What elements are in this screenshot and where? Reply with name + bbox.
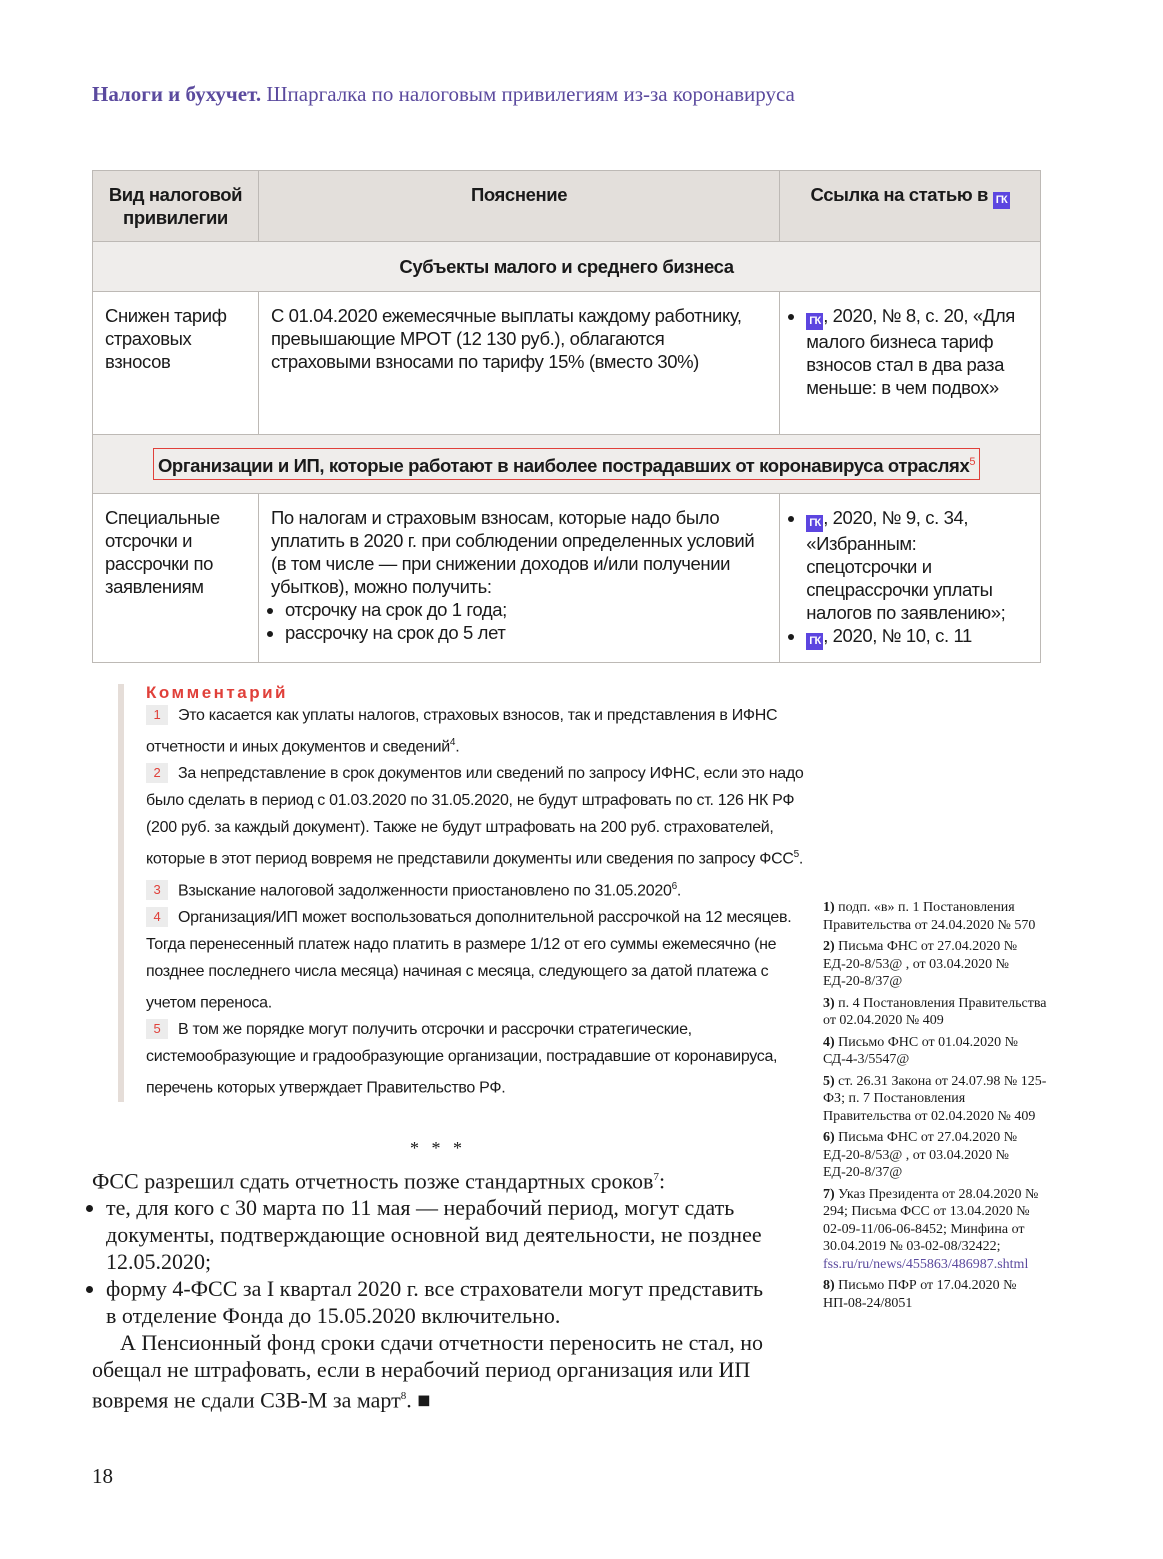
table-row [93,292,1041,435]
privilege-refs [780,494,1041,663]
comment-title: Комментарий [146,683,288,702]
gk-logo-icon: ГК [806,313,823,330]
privilege-explanation: С 01.04.2020 ежемесячные выплаты каждому работнику, превышающие МРОТ (12 130 руб.), облагаются страховыми взносами по тарифу 15% (вместо 30%) [258,292,779,435]
footnote-link[interactable]: fss.ru/ru/news/455863/486987.shtml [823,1256,1029,1272]
table-header-row [93,171,1041,242]
col-header-reference: Ссылка на статью в ГК [780,171,1041,242]
footnote: 8) Письмо ПФР от 17.04.2020 № НП-08-24/8051 [823,1278,1017,1311]
reference-link[interactable]: • ГК , 2020, № 9, с. 34, «Избранным: спецотсрочки и спецрассрочки уплаты налогов по заявлению»; [806,506,1028,624]
privilege-type: Специальные отсрочки и рассрочки по заявлениям [93,494,259,663]
gk-logo-icon: ГК [806,515,823,532]
list-item: • форму 4-ФСС за I квартал 2020 г. все страхователи могут представить в отделение Фонда до 15.05.2020 включительно. [106,1275,772,1329]
section-title: Организации и ИП, которые работают в наиболее пострадавших от коронавируса отраслях$^5$ [153,448,980,480]
comment-item: 2 За непредставление в срок документов или сведений по запросу ИФНС, если это надо было сделать в период с 01.03.2020 по 31.05.2020, не будут штрафовать по ст. 126 НК РФ (200 руб. за каждый документ). Также не будут штрафовать на 200 руб. страхователей, которые в этот период вовремя не представили документы или сведения по запросу ФСС$^5$. [146,765,804,868]
footnote: 3) п. 4 Постановления Правительства от 02.04.2020 № 409 [823,995,1047,1028]
reference-link[interactable]: • ГК , 2020, № 10, с. 11 [806,624,1028,650]
header-section: Налоги и бухучет. [92,82,262,106]
section-row [93,242,1041,292]
paragraph: ФСС разрешил сдать отчетность позже стандартных сроков$^7$: [92,1168,666,1194]
footnote: 4) Письмо ФНС от 01.04.2020 № СД-4-3/5547@ [823,1034,1019,1067]
table-row [93,494,1041,663]
item-number: 2 [146,763,168,783]
footnote: 6) Письма ФНС от 27.04.2020 № ЕД-20-8/53@ , от 03.04.2020 № ЕД-20-8/37@ [823,1130,1018,1180]
privilege-type: Снижен тариф страховых взносов [93,292,259,435]
item-number: 1 [146,705,168,725]
comment-item: 1 Это касается как уплаты налогов, страховых взносов, так и представления в ИФНС отчетности и иных документов и сведений$^4$. [146,707,778,756]
list-item: • рассрочку на срок до 5 лет [285,621,767,644]
item-number: 4 [146,907,168,927]
footnotes [823,899,1048,1316]
privilege-refs [780,292,1041,435]
reference-link[interactable]: • ГК , 2020, № 8, с. 20, «Для малого бизнеса тариф взносов стал в два раза меньше: в чем подвох» [806,304,1028,399]
item-number: 3 [146,880,168,900]
list-item: • отсрочку на срок до 1 года; [285,598,767,621]
footnote: 7) Указ Президента от 28.04.2020 № 294; Письма ФСС от 13.04.2020 № 02-09-11/06-06-8452; Минфина от 30.04.2019 № 03-02-08/32422; fss.ru/ru/news/455863/486987.shtml [823,1186,1039,1272]
comment-block [118,684,806,1102]
footnote: 2) Письма ФНС от 27.04.2020 № ЕД-20-8/53@ , от 03.04.2020 № ЕД-20-8/37@ [823,939,1018,989]
separator: * * * [410,1138,466,1158]
paragraph: А Пенсионный фонд сроки сдачи отчетности переносить не стал, но обещал не штрафовать, если в нерабочий период организация или ИП вовремя не сдали СЗВ-М за март$^8$. ■ [92,1330,764,1413]
section-title: Субъекты малого и среднего бизнеса [93,242,1041,292]
comment-item: 5 В том же порядке могут получить отсрочки и рассрочки стратегические, системообразующие и градообразующие организации, пострадавшие от коронавируса, перечень которых утверждает Правительство РФ. [146,1021,778,1097]
privileges-table [92,170,1041,663]
page-number: 18 [92,1464,113,1488]
footnote: 1) подп. «в» п. 1 Постановления Правительства от 24.04.2020 № 570 [823,900,1036,933]
gk-logo-icon: ГК [993,192,1010,209]
body-text [92,1164,772,1414]
comment-item: 4 Организация/ИП может воспользоваться дополнительной рассрочкой на 12 месяцев. Тогда перенесенный платеж надо платить в размере 1/12 от его суммы ежемесячно (не позднее последнего числа месяца) начиная с месяца, следующего за датой платежа с учетом переноса. [146,908,792,1012]
section-row [93,435,1041,494]
running-header [92,82,795,107]
gk-logo-icon: ГК [806,633,823,650]
note-ref: 5 [969,456,976,468]
col-header-type: Вид налоговой привилегии [93,171,259,242]
privilege-explanation: По налогам и страховым взносам, которые надо было уплатить в 2020 г. при соблюдении определенных условий (в том числе — при снижении доходов и/или получении убытков), можно получить: • отсрочку на срок до 1 года; • рассрочку на срок до 5 лет [258,494,779,663]
comment-item: 3 Взыскание налоговой задолженности приостановлено по 31.05.2020$^6$. [146,873,806,904]
header-title: Шпаргалка по налоговым привилегиям из-за коронавируса [266,82,795,106]
col-header-explanation: Пояснение [258,171,779,242]
item-number: 5 [146,1019,168,1039]
list-item: • те, для кого с 30 марта по 11 мая — нерабочий период, могут сдать документы, подтверждающие основной вид деятельности, не позднее 12.05.2020; [106,1194,772,1275]
footnote: 5) ст. 26.31 Закона от 24.07.98 № 125-ФЗ; п. 7 Постановления Правительства от 02.04.2020 № 409 [823,1073,1047,1124]
